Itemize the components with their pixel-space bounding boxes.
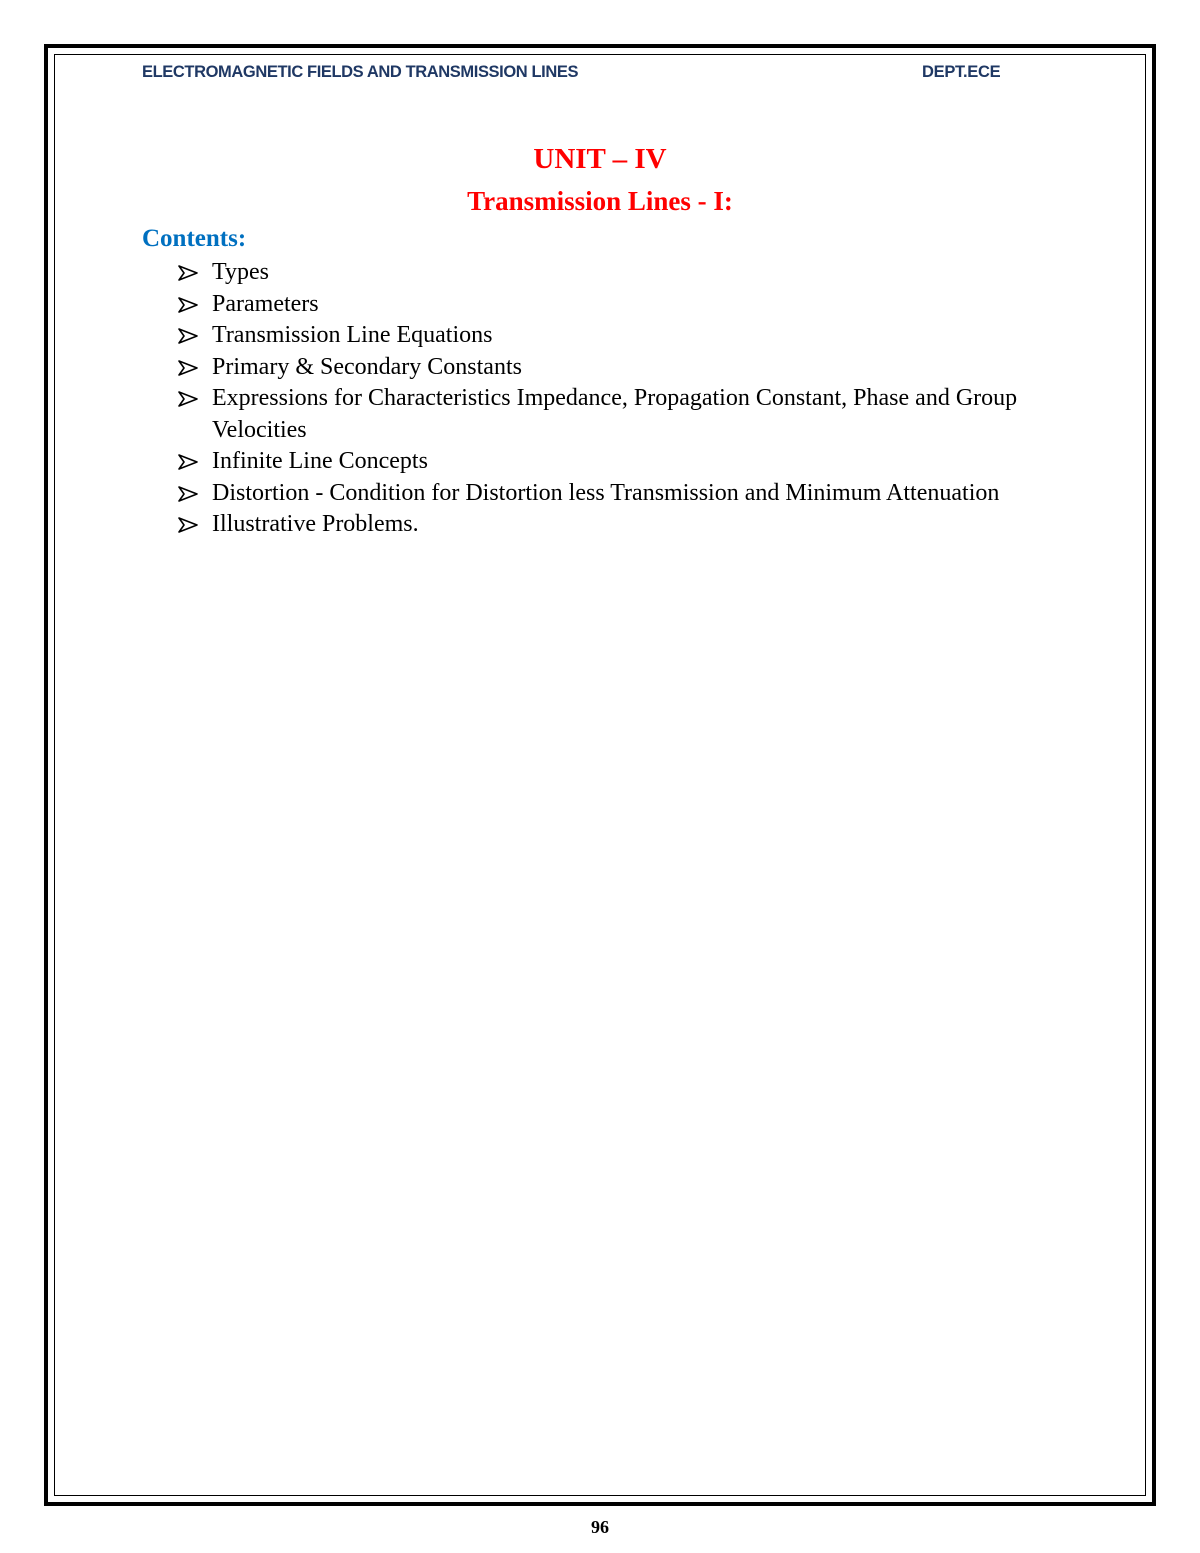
- arrowhead-bullet-icon: [178, 486, 198, 502]
- arrowhead-bullet-icon: [178, 454, 198, 470]
- list-item: [178, 478, 1078, 510]
- arrowhead-bullet-icon: [178, 517, 198, 533]
- list-item: [178, 446, 1078, 478]
- header-department: DEPT.ECE: [922, 63, 1001, 81]
- unit-subtitle: Transmission Lines - I:: [467, 186, 733, 216]
- list-item: [178, 509, 1078, 541]
- arrowhead-bullet-icon: [178, 265, 198, 281]
- list-item-text: Distortion - Condition for Distortion less Transmission and Minimum Attenuation: [212, 479, 1000, 506]
- list-item-text: Parameters: [212, 290, 319, 317]
- list-item-text: Types: [212, 259, 269, 285]
- arrowhead-bullet-icon: [178, 360, 198, 376]
- list-item: [178, 383, 1078, 446]
- list-item: [178, 352, 1078, 384]
- unit-title: UNIT – IV: [533, 143, 667, 175]
- contents-heading: Contents:: [142, 225, 247, 252]
- list-item-text: Illustrative Problems.: [212, 511, 419, 537]
- list-item: [178, 289, 1078, 321]
- arrowhead-bullet-icon: [178, 391, 198, 407]
- list-item: [178, 320, 1078, 352]
- page-number: 96: [591, 1517, 609, 1537]
- list-item-text: Primary & Secondary Constants: [212, 353, 522, 380]
- arrowhead-bullet-icon: [178, 297, 198, 313]
- arrowhead-bullet-icon: [178, 328, 198, 344]
- list-item: [178, 257, 1078, 289]
- header-course-title: ELECTROMAGNETIC FIELDS AND TRANSMISSION LINES: [142, 63, 579, 81]
- list-item-text: Infinite Line Concepts: [212, 448, 428, 474]
- list-item-text: Expressions for Characteristics Impedance, Propagation Constant, Phase and Group Velocities: [212, 385, 1018, 443]
- list-item-text: Transmission Line Equations: [212, 322, 493, 348]
- contents-list: [178, 257, 1078, 541]
